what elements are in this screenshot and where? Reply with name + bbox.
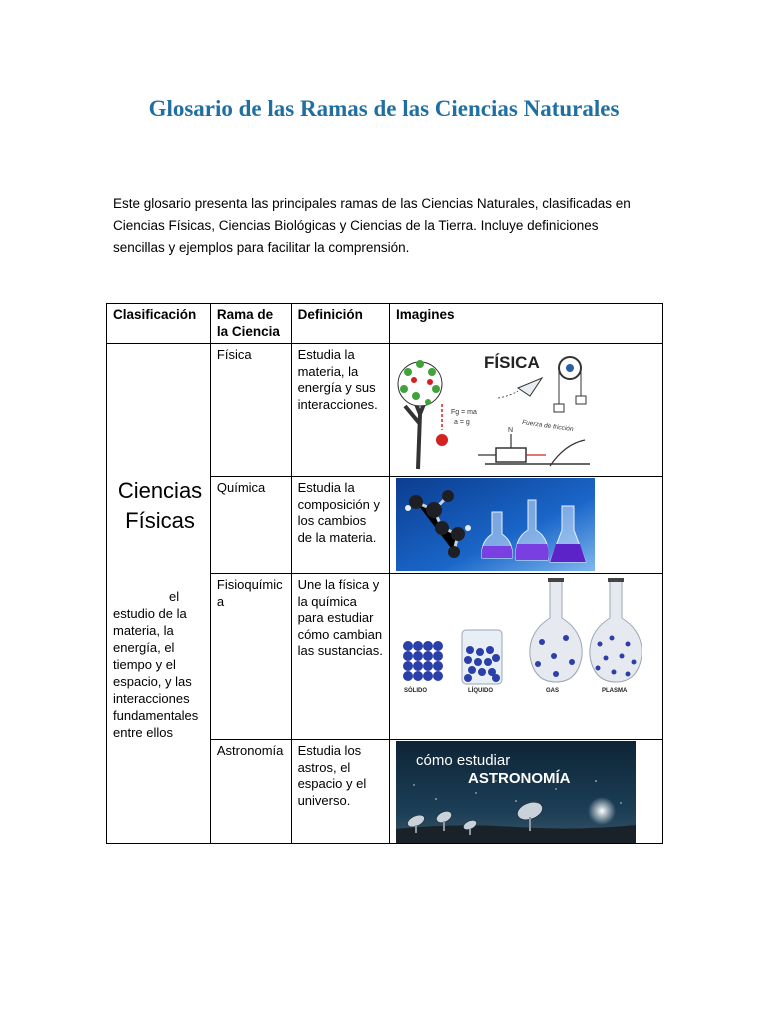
definition-astronomia: Estudia los astros, el espacio y el universo.	[291, 740, 389, 844]
image-cell-quimica	[389, 477, 662, 574]
astronomia-title: ASTRONOMÍA	[467, 770, 571, 787]
fisioquimica-illustration	[396, 578, 642, 702]
table-row	[107, 344, 663, 477]
definition-fisica: Estudia la materia, la energía y sus interacciones.	[291, 344, 389, 477]
header-imagenes: Imagines	[389, 304, 662, 344]
fisica-label-friction: Fuerza de fricción	[521, 419, 574, 434]
image-cell-fisica	[389, 344, 662, 477]
state-label-liquid: LÍQUIDO	[467, 688, 493, 694]
classification-name: Ciencias Físicas	[117, 478, 203, 533]
image-cell-astronomia	[389, 740, 662, 844]
image-cell-fisioquimica	[389, 574, 662, 740]
state-label-solid: SÓLIDO	[403, 688, 427, 694]
header-definicion: Definición	[291, 304, 389, 344]
state-label-gas: GAS	[545, 688, 559, 694]
table-header-row	[107, 304, 663, 344]
astronomia-illustration	[396, 741, 636, 843]
quimica-illustration	[396, 478, 595, 571]
fisica-label-title: FÍSICA	[483, 353, 540, 372]
header-rama: Rama de la Ciencia	[210, 304, 291, 344]
glossary-table	[106, 303, 663, 844]
fisica-label-formula-2: a = g	[453, 419, 470, 426]
branch-quimica: Química	[210, 477, 291, 574]
branch-astronomia: Astronomía	[210, 740, 291, 844]
branch-fisioquimica: Fisioquímica	[210, 574, 291, 740]
fisica-label-normal: N	[507, 427, 514, 434]
state-label-plasma: PLASMA	[601, 688, 628, 694]
branch-fisica: Física	[210, 344, 291, 477]
classification-description: el estudio de la materia, la energía, el tiempo y el espacio, y las interacciones fundamentales entre ellos	[113, 589, 199, 740]
intro-paragraph: Este glosario presenta las principales ramas de las Ciencias Naturales, clasificadas en Ciencias Físicas, Ciencias Biológicas y Ciencias de la Tierra. Incluye definiciones sencillas y ejemplos para facilitar la comprensión.	[113, 196, 631, 255]
fisica-label-formula-1: Fg = ma	[450, 409, 477, 416]
header-clasificacion: Clasificación	[107, 304, 211, 344]
definition-fisioquimica: Une la física y la química para estudiar cómo cambian las sustancias.	[291, 574, 389, 740]
definition-quimica: Estudia la composición y los cambios de la materia.	[291, 477, 389, 574]
fisica-illustration	[390, 344, 598, 475]
page-title: Glosario de las Ramas de las Ciencias Naturales	[148, 96, 620, 121]
astronomia-subtitle: cómo estudiar	[415, 752, 511, 769]
classification-cell	[107, 344, 211, 844]
